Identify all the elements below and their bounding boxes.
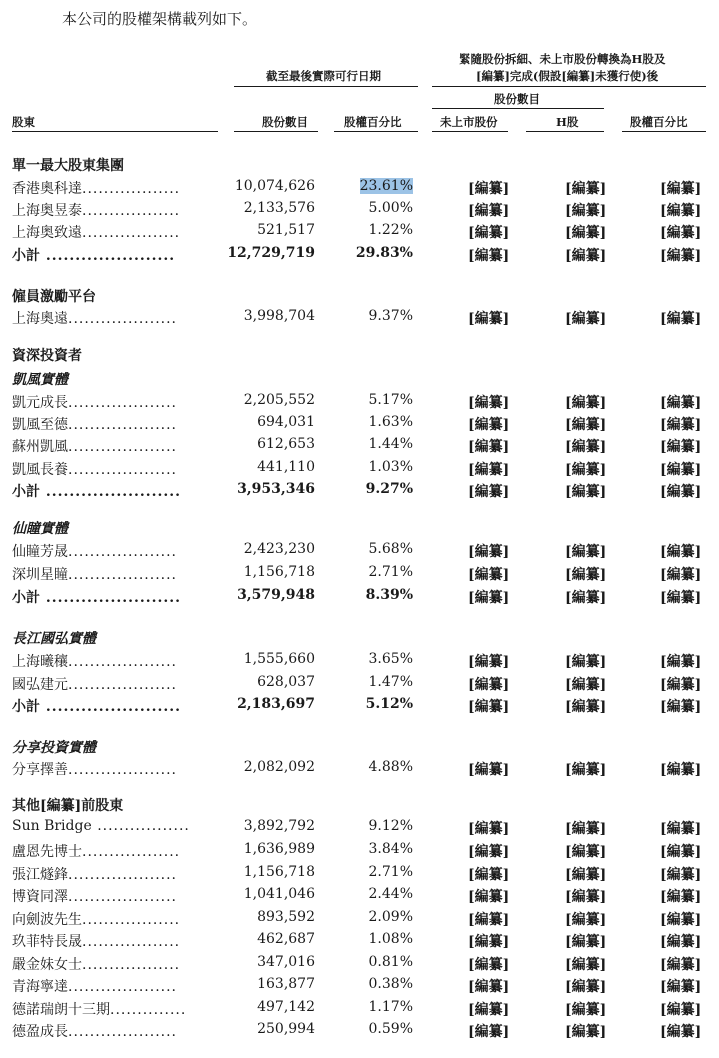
leader-dots: .................... bbox=[68, 979, 178, 995]
subsection-heading: 凱風實體 bbox=[12, 372, 68, 388]
section-heading: 僱員激勵平台 bbox=[12, 289, 96, 305]
leader-dots: .............. bbox=[110, 1002, 187, 1018]
post-percentage-redacted: [編纂] bbox=[660, 912, 702, 928]
leader-dots: .................... bbox=[68, 439, 178, 455]
section-heading: 單一最大股東集團 bbox=[12, 158, 124, 174]
post-percentage-redacted: [編纂] bbox=[660, 979, 702, 995]
post-percentage-redacted: [編纂] bbox=[660, 677, 702, 693]
shareholding-percentage: 0.81% bbox=[368, 954, 413, 970]
h-shares-redacted: [編纂] bbox=[565, 699, 607, 715]
unlisted-shares-redacted: [編纂] bbox=[468, 654, 510, 670]
col-unlisted: 未上市股份 bbox=[440, 115, 498, 129]
table-row bbox=[0, 459, 719, 481]
shareholding-percentage: 2.71% bbox=[368, 564, 413, 580]
shareholder-name bbox=[12, 841, 216, 861]
h-shares-redacted: [編纂] bbox=[565, 912, 607, 928]
leader-dots: ....................... bbox=[40, 699, 181, 715]
shareholder-label: 玖菲特長晟 bbox=[12, 934, 82, 950]
shareholding-percentage: 3.84% bbox=[368, 841, 413, 857]
shareholding-percentage: 4.88% bbox=[368, 759, 413, 775]
h-shares-redacted: [編纂] bbox=[565, 395, 607, 411]
col-shares: 股份數目 bbox=[262, 115, 308, 129]
shareholding-percentage: 8.39% bbox=[365, 587, 413, 603]
shareholding-percentage: 29.83% bbox=[355, 245, 413, 261]
post-percentage-redacted: [編纂] bbox=[660, 395, 702, 411]
h-shares-redacted: [編纂] bbox=[565, 844, 607, 860]
table-row bbox=[0, 392, 719, 414]
h-shares-redacted: [編纂] bbox=[565, 1002, 607, 1018]
h-shares-redacted: [編纂] bbox=[565, 417, 607, 433]
shareholder-name bbox=[12, 909, 216, 929]
unlisted-shares-redacted: [編纂] bbox=[468, 1002, 510, 1018]
col-pct: 股權百分比 bbox=[344, 115, 402, 129]
shareholder-name bbox=[12, 459, 216, 479]
share-count: 2,082,092 bbox=[243, 759, 315, 775]
unlisted-shares-redacted: [編纂] bbox=[468, 248, 510, 264]
shareholder-label: 向劍波先生 bbox=[12, 912, 82, 928]
share-count: 2,133,576 bbox=[243, 200, 315, 216]
shareholding-percentage: 23.61% bbox=[359, 178, 413, 194]
share-count: 2,205,552 bbox=[243, 392, 315, 408]
unlisted-shares-redacted: [編纂] bbox=[468, 417, 510, 433]
post-percentage-redacted: [編纂] bbox=[660, 590, 702, 606]
header-rule-left bbox=[234, 86, 418, 87]
share-count: 2,423,230 bbox=[243, 541, 315, 557]
shareholder-label: 博資同澤 bbox=[12, 889, 68, 905]
shareholder-label: 上海曦穰 bbox=[12, 654, 68, 670]
leader-dots: .................... bbox=[68, 311, 178, 327]
shareholder-name bbox=[12, 759, 216, 779]
shareholding-percentage: 2.09% bbox=[368, 909, 413, 925]
h-shares-redacted: [編纂] bbox=[565, 889, 607, 905]
table-row bbox=[0, 696, 719, 718]
h-shares-redacted: [編纂] bbox=[565, 590, 607, 606]
shareholder-label: 上海奥昱泰 bbox=[12, 203, 82, 219]
h-shares-redacted: [編纂] bbox=[565, 311, 607, 327]
post-percentage-redacted: [編纂] bbox=[660, 934, 702, 950]
share-count: 3,892,792 bbox=[243, 818, 315, 834]
share-count: 521,517 bbox=[257, 222, 315, 238]
col-rule-pct2 bbox=[622, 131, 706, 132]
post-percentage-redacted: [編纂] bbox=[660, 225, 702, 241]
share-count: 347,016 bbox=[257, 954, 315, 970]
shareholder-name bbox=[12, 392, 216, 412]
col-rule-pct bbox=[334, 131, 418, 132]
col-rule-h bbox=[526, 131, 604, 132]
table-row bbox=[0, 818, 719, 840]
share-count: 441,110 bbox=[257, 459, 315, 475]
h-shares-redacted: [編纂] bbox=[565, 654, 607, 670]
share-count: 3,953,346 bbox=[237, 481, 315, 497]
h-shares-redacted: [編纂] bbox=[565, 203, 607, 219]
shareholding-percentage: 9.37% bbox=[368, 308, 413, 324]
shareholder-label: 盧恩先博士 bbox=[12, 844, 82, 860]
table-row bbox=[0, 954, 719, 976]
leader-dots: .................... bbox=[68, 762, 178, 778]
shareholder-name bbox=[12, 245, 216, 265]
header-subgroup: 股份數目 bbox=[494, 92, 540, 106]
leader-dots: .................... bbox=[68, 867, 178, 883]
post-percentage-redacted: [編纂] bbox=[660, 762, 702, 778]
shareholder-label: 張江燧鋒 bbox=[12, 867, 68, 883]
post-percentage-redacted: [編纂] bbox=[660, 699, 702, 715]
header-group-right-line1: 緊隨股份拆細、未上市股份轉換為H股及 bbox=[459, 52, 666, 66]
shareholder-name bbox=[12, 864, 216, 884]
table-row bbox=[0, 759, 719, 781]
shareholder-name bbox=[12, 696, 216, 716]
shareholder-label: 國弘建元 bbox=[12, 677, 68, 693]
table-row bbox=[0, 976, 719, 998]
table-row bbox=[0, 564, 719, 586]
unlisted-shares-redacted: [編纂] bbox=[468, 979, 510, 995]
unlisted-shares-redacted: [編纂] bbox=[468, 677, 510, 693]
leader-dots: .................... bbox=[68, 417, 178, 433]
unlisted-shares-redacted: [編纂] bbox=[468, 867, 510, 883]
shareholding-percentage: 9.27% bbox=[365, 481, 413, 497]
shareholder-label: 小計 bbox=[12, 590, 40, 606]
unlisted-shares-redacted: [編纂] bbox=[468, 203, 510, 219]
col-rule-shares bbox=[234, 131, 318, 132]
shareholder-name bbox=[12, 200, 216, 220]
unlisted-shares-redacted: [編纂] bbox=[468, 699, 510, 715]
subsection-heading: 長江國弘實體 bbox=[12, 631, 96, 647]
unlisted-shares-redacted: [編纂] bbox=[468, 957, 510, 973]
shareholding-percentage: 1.17% bbox=[368, 999, 413, 1015]
table-row bbox=[0, 178, 719, 200]
leader-dots: ...................... bbox=[40, 248, 176, 264]
table-row bbox=[0, 436, 719, 458]
header-rule-right bbox=[432, 86, 706, 87]
shareholder-label: 德盈成長 bbox=[12, 1024, 68, 1040]
leader-dots: .................. bbox=[82, 181, 181, 197]
unlisted-shares-redacted: [編纂] bbox=[468, 484, 510, 500]
table-row bbox=[0, 222, 719, 244]
unlisted-shares-redacted: [編纂] bbox=[468, 311, 510, 327]
shareholding-percentage: 5.12% bbox=[365, 696, 413, 712]
table-row bbox=[0, 308, 719, 330]
unlisted-shares-redacted: [編纂] bbox=[468, 590, 510, 606]
shareholder-label: 小計 bbox=[12, 484, 40, 500]
intro-text: 本公司的股權架構載列如下。 bbox=[62, 10, 258, 28]
unlisted-shares-redacted: [編纂] bbox=[468, 567, 510, 583]
leader-dots: .................... bbox=[68, 567, 178, 583]
col-shareholder: 股東 bbox=[12, 115, 35, 129]
leader-dots: .................... bbox=[68, 889, 178, 905]
share-count: 3,579,948 bbox=[237, 587, 315, 603]
post-percentage-redacted: [編纂] bbox=[660, 867, 702, 883]
share-count: 1,555,660 bbox=[243, 651, 315, 667]
h-shares-redacted: [編纂] bbox=[565, 181, 607, 197]
shareholding-percentage: 2.44% bbox=[368, 886, 413, 902]
shareholding-percentage: 1.63% bbox=[368, 414, 413, 430]
post-percentage-redacted: [編纂] bbox=[660, 439, 702, 455]
shareholder-name bbox=[12, 414, 216, 434]
shareholder-label: 上海奧遠 bbox=[12, 311, 68, 327]
share-count: 497,142 bbox=[257, 999, 315, 1015]
shareholder-label: 凱元成長 bbox=[12, 395, 68, 411]
h-shares-redacted: [編纂] bbox=[565, 821, 607, 837]
leader-dots: .................... bbox=[68, 395, 178, 411]
shareholder-name bbox=[12, 651, 216, 671]
leader-dots: ....................... bbox=[40, 484, 181, 500]
section-heading: 資深投資者 bbox=[12, 348, 82, 364]
share-count: 612,653 bbox=[257, 436, 315, 452]
share-count: 694,031 bbox=[257, 414, 315, 430]
leader-dots: .................. bbox=[82, 203, 181, 219]
shareholder-name bbox=[12, 541, 216, 561]
shareholder-label: 小計 bbox=[12, 248, 40, 264]
share-count: 250,994 bbox=[257, 1021, 315, 1037]
unlisted-shares-redacted: [編纂] bbox=[468, 1024, 510, 1040]
unlisted-shares-redacted: [編纂] bbox=[468, 544, 510, 560]
shareholder-name bbox=[12, 436, 216, 456]
share-count: 163,877 bbox=[257, 976, 315, 992]
share-count: 12,729,719 bbox=[227, 245, 315, 261]
unlisted-shares-redacted: [編纂] bbox=[468, 439, 510, 455]
leader-dots: .................. bbox=[82, 225, 181, 241]
shareholding-percentage: 9.12% bbox=[368, 818, 413, 834]
leader-dots: .................... bbox=[68, 677, 178, 693]
leader-dots: .................... bbox=[68, 544, 178, 560]
col-rule-unlisted bbox=[432, 131, 508, 132]
unlisted-shares-redacted: [編纂] bbox=[468, 912, 510, 928]
table-row bbox=[0, 245, 719, 267]
post-percentage-redacted: [編纂] bbox=[660, 957, 702, 973]
shareholder-label: Sun Bridge bbox=[12, 818, 92, 834]
table-row bbox=[0, 674, 719, 696]
h-shares-redacted: [編纂] bbox=[565, 225, 607, 241]
post-percentage-redacted: [編纂] bbox=[660, 821, 702, 837]
shareholder-name bbox=[12, 999, 216, 1019]
h-shares-redacted: [編纂] bbox=[565, 1024, 607, 1040]
unlisted-shares-redacted: [編纂] bbox=[468, 762, 510, 778]
shareholder-label: 小計 bbox=[12, 699, 40, 715]
post-percentage-redacted: [編纂] bbox=[660, 889, 702, 905]
shareholder-label: 上海奥致遠 bbox=[12, 225, 82, 241]
table-row bbox=[0, 1021, 719, 1043]
shareholder-name bbox=[12, 308, 216, 328]
shareholding-percentage: 0.38% bbox=[368, 976, 413, 992]
unlisted-shares-redacted: [編纂] bbox=[468, 889, 510, 905]
h-shares-redacted: [編纂] bbox=[565, 484, 607, 500]
leader-dots: .................. bbox=[82, 934, 181, 950]
post-percentage-redacted: [編纂] bbox=[660, 484, 702, 500]
post-percentage-redacted: [編纂] bbox=[660, 181, 702, 197]
shareholder-name bbox=[12, 587, 216, 607]
unlisted-shares-redacted: [編纂] bbox=[468, 395, 510, 411]
leader-dots: .................... bbox=[68, 654, 178, 670]
header-rule-sub bbox=[432, 108, 604, 109]
shareholder-label: 分享擇善 bbox=[12, 762, 68, 778]
post-percentage-redacted: [編纂] bbox=[660, 654, 702, 670]
h-shares-redacted: [編纂] bbox=[565, 762, 607, 778]
leader-dots: .................... bbox=[68, 1024, 178, 1040]
share-count: 1,156,718 bbox=[243, 864, 315, 880]
col-h-shares: H股 bbox=[556, 115, 579, 129]
table-row bbox=[0, 541, 719, 563]
shareholder-name bbox=[12, 1021, 216, 1041]
shareholding-percentage: 5.68% bbox=[368, 541, 413, 557]
leader-dots: .................. bbox=[82, 957, 181, 973]
shareholder-name bbox=[12, 976, 216, 996]
shareholder-label: 凱風至德 bbox=[12, 417, 68, 433]
shareholder-label: 蘇州凱風 bbox=[12, 439, 68, 455]
shareholder-name bbox=[12, 674, 216, 694]
h-shares-redacted: [編纂] bbox=[565, 957, 607, 973]
shareholder-label: 仙瞳芳晟 bbox=[12, 544, 68, 560]
unlisted-shares-redacted: [編纂] bbox=[468, 844, 510, 860]
shareholding-percentage: 2.71% bbox=[368, 864, 413, 880]
shareholder-name bbox=[12, 931, 216, 951]
section-heading: 其他[編纂]前股東 bbox=[12, 798, 124, 814]
share-count: 628,037 bbox=[257, 674, 315, 690]
leader-dots: ....................... bbox=[40, 590, 181, 606]
h-shares-redacted: [編纂] bbox=[565, 867, 607, 883]
post-percentage-redacted: [編纂] bbox=[660, 1024, 702, 1040]
subsection-heading: 仙瞳實體 bbox=[12, 521, 68, 537]
shareholder-name bbox=[12, 954, 216, 974]
share-count: 462,687 bbox=[257, 931, 315, 947]
table-row bbox=[0, 841, 719, 863]
h-shares-redacted: [編纂] bbox=[565, 934, 607, 950]
post-percentage-redacted: [編纂] bbox=[660, 1002, 702, 1018]
shareholder-name bbox=[12, 481, 216, 501]
post-percentage-redacted: [編纂] bbox=[660, 203, 702, 219]
h-shares-redacted: [編纂] bbox=[565, 248, 607, 264]
table-row bbox=[0, 414, 719, 436]
share-count: 2,183,697 bbox=[237, 696, 315, 712]
shareholder-label: 凱風長養 bbox=[12, 462, 68, 478]
shareholding-percentage: 1.03% bbox=[368, 459, 413, 475]
h-shares-redacted: [編纂] bbox=[565, 677, 607, 693]
post-percentage-redacted: [編纂] bbox=[660, 311, 702, 327]
table-row bbox=[0, 886, 719, 908]
post-percentage-redacted: [編纂] bbox=[660, 544, 702, 560]
share-count: 1,041,046 bbox=[243, 886, 315, 902]
shareholder-label: 德諾瑞朗十三期 bbox=[12, 1002, 110, 1018]
table-row bbox=[0, 587, 719, 609]
leader-dots: .................... bbox=[68, 462, 178, 478]
h-shares-redacted: [編纂] bbox=[565, 462, 607, 478]
share-count: 10,074,626 bbox=[234, 178, 315, 194]
share-count: 1,636,989 bbox=[243, 841, 315, 857]
leader-dots: ................. bbox=[91, 818, 190, 834]
table-row bbox=[0, 999, 719, 1021]
table-row bbox=[0, 909, 719, 931]
post-percentage-redacted: [編纂] bbox=[660, 417, 702, 433]
leader-dots: .................. bbox=[82, 912, 181, 928]
share-count: 893,592 bbox=[257, 909, 315, 925]
table-row bbox=[0, 200, 719, 222]
shareholding-percentage: 1.44% bbox=[368, 436, 413, 452]
table-row bbox=[0, 864, 719, 886]
post-percentage-redacted: [編纂] bbox=[660, 567, 702, 583]
post-percentage-redacted: [編纂] bbox=[660, 844, 702, 860]
unlisted-shares-redacted: [編纂] bbox=[468, 181, 510, 197]
post-percentage-redacted: [編纂] bbox=[660, 248, 702, 264]
col-pct2: 股權百分比 bbox=[630, 115, 688, 129]
shareholding-percentage: 5.17% bbox=[368, 392, 413, 408]
shareholding-percentage: 1.08% bbox=[368, 931, 413, 947]
shareholding-percentage: 1.47% bbox=[368, 674, 413, 690]
leader-dots: .................. bbox=[82, 844, 181, 860]
share-count: 3,998,704 bbox=[243, 308, 315, 324]
shareholder-label: 嚴金妹女士 bbox=[12, 957, 82, 973]
unlisted-shares-redacted: [編纂] bbox=[468, 821, 510, 837]
shareholder-label: 青海寧達 bbox=[12, 979, 68, 995]
unlisted-shares-redacted: [編纂] bbox=[468, 462, 510, 478]
shareholding-percentage: 3.65% bbox=[368, 651, 413, 667]
h-shares-redacted: [編纂] bbox=[565, 439, 607, 455]
shareholder-name bbox=[12, 818, 216, 834]
share-count: 1,156,718 bbox=[243, 564, 315, 580]
subsection-heading: 分享投資實體 bbox=[12, 740, 96, 756]
shareholding-percentage: 1.22% bbox=[368, 222, 413, 238]
table-row bbox=[0, 651, 719, 673]
shareholder-label: 香港奧科達 bbox=[12, 181, 82, 197]
shareholding-percentage: 5.00% bbox=[368, 200, 413, 216]
shareholder-name bbox=[12, 886, 216, 906]
shareholder-name bbox=[12, 222, 216, 242]
shareholding-percentage: 0.59% bbox=[368, 1021, 413, 1037]
post-percentage-redacted: [編纂] bbox=[660, 462, 702, 478]
col-rule-shareholder bbox=[12, 131, 218, 132]
h-shares-redacted: [編纂] bbox=[565, 544, 607, 560]
header-group-left: 截至最後實際可行日期 bbox=[266, 69, 381, 83]
h-shares-redacted: [編纂] bbox=[565, 567, 607, 583]
shareholder-label: 深圳星瞳 bbox=[12, 567, 68, 583]
unlisted-shares-redacted: [編纂] bbox=[468, 225, 510, 241]
header-group-right-line2: [編纂]完成(假設[編纂]未獲行使)後 bbox=[476, 69, 659, 83]
table-row bbox=[0, 481, 719, 503]
table-row bbox=[0, 931, 719, 953]
unlisted-shares-redacted: [編纂] bbox=[468, 934, 510, 950]
shareholder-name bbox=[12, 178, 216, 198]
shareholder-name bbox=[12, 564, 216, 584]
h-shares-redacted: [編纂] bbox=[565, 979, 607, 995]
